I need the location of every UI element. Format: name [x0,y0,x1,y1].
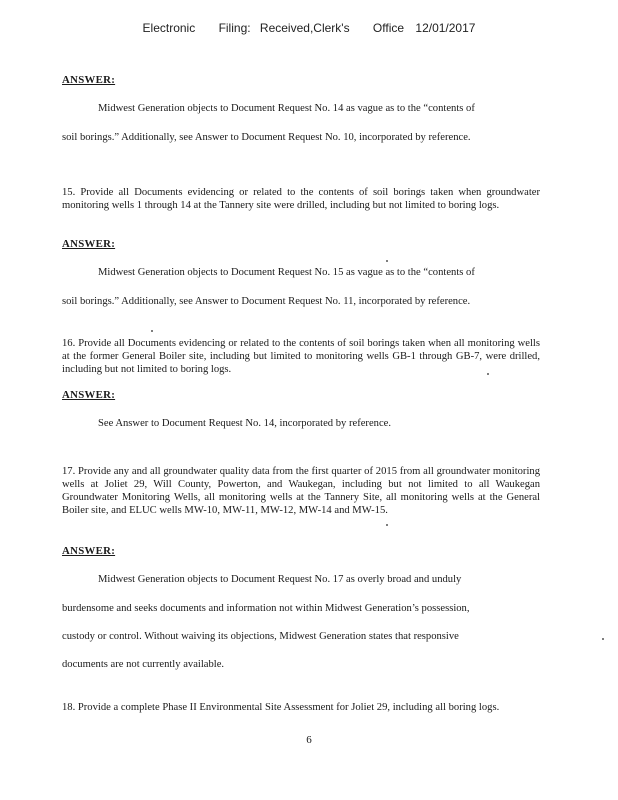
scan-speck [151,330,153,332]
request-16: 16. Provide all Documents evidencing or related to the contents of soil borings taken when all monitoring wells at the former General Boiler site, including but limited to monitoring wells GB-1 through GB-7, were drilled, including but not limited to boring logs. [62,338,540,375]
answer-14-line-2: soil borings.” Additionally, see Answer to Document Request No. 10, incorporated by reference. [62,132,471,143]
scan-speck [487,373,489,375]
header-word-2: Filing: [218,21,251,35]
scan-speck [602,638,604,640]
answer-17-line-1: Midwest Generation objects to Document Request No. 17 as overly broad and unduly [98,574,462,585]
answer-16-line-1: See Answer to Document Request No. 14, incorporated by reference. [98,418,391,429]
answer-15-line-2: soil borings.” Additionally, see Answer to Document Request No. 11, incorporated by reference. [62,296,471,307]
request-17: 17. Provide any and all groundwater quality data from the first quarter of 2015 from all groundwater monitoring wells at Joliet 29, Will County, Powerton, and Waukegan, including but not limited to all Waukegan Groundwater Monitoring Wells, all monitoring wells at the Tannery Site, all monitoring wells at the General Boiler site, and ELUC wells MW-10, MW-11, MW-12, MW-14 and MW-15. [62,466,540,516]
filing-header [0,21,618,35]
answer-15-line-1: Midwest Generation objects to Document Request No. 15 as vague as to the “contents of [98,267,475,278]
header-word-4: Office [372,21,405,35]
answer-heading-15: ANSWER: [62,238,116,250]
answer-17-line-2: burdensome and seeks documents and information not within Midwest Generation’s possession, [62,603,470,614]
request-15: 15. Provide all Documents evidencing or related to the contents of soil borings taken when groundwater monitoring wells 1 through 14 at the Tannery site were drilled, including but not limited to boring logs. [62,187,540,211]
answer-17-line-4: documents are not currently available. [62,659,225,670]
header-word-1: Electronic [142,21,196,35]
request-18: 18. Provide a complete Phase II Environmental Site Assessment for Joliet 29, including all boring logs. [62,702,500,713]
scan-speck [386,260,388,262]
answer-14-line-1: Midwest Generation objects to Document Request No. 14 as vague as to the “contents of [98,103,475,114]
header-date: 12/01/2017 [415,21,476,35]
answer-heading-16: ANSWER: [62,389,116,401]
answer-heading-14: ANSWER: [62,74,116,86]
answer-17-line-3: custody or control. Without waiving its objections, Midwest Generation states that responsive [62,631,459,642]
page-number: 6 [306,734,312,746]
answer-heading-17: ANSWER: [62,545,116,557]
header-word-3: Received,Clerk's [259,21,350,35]
scan-speck [386,524,388,526]
